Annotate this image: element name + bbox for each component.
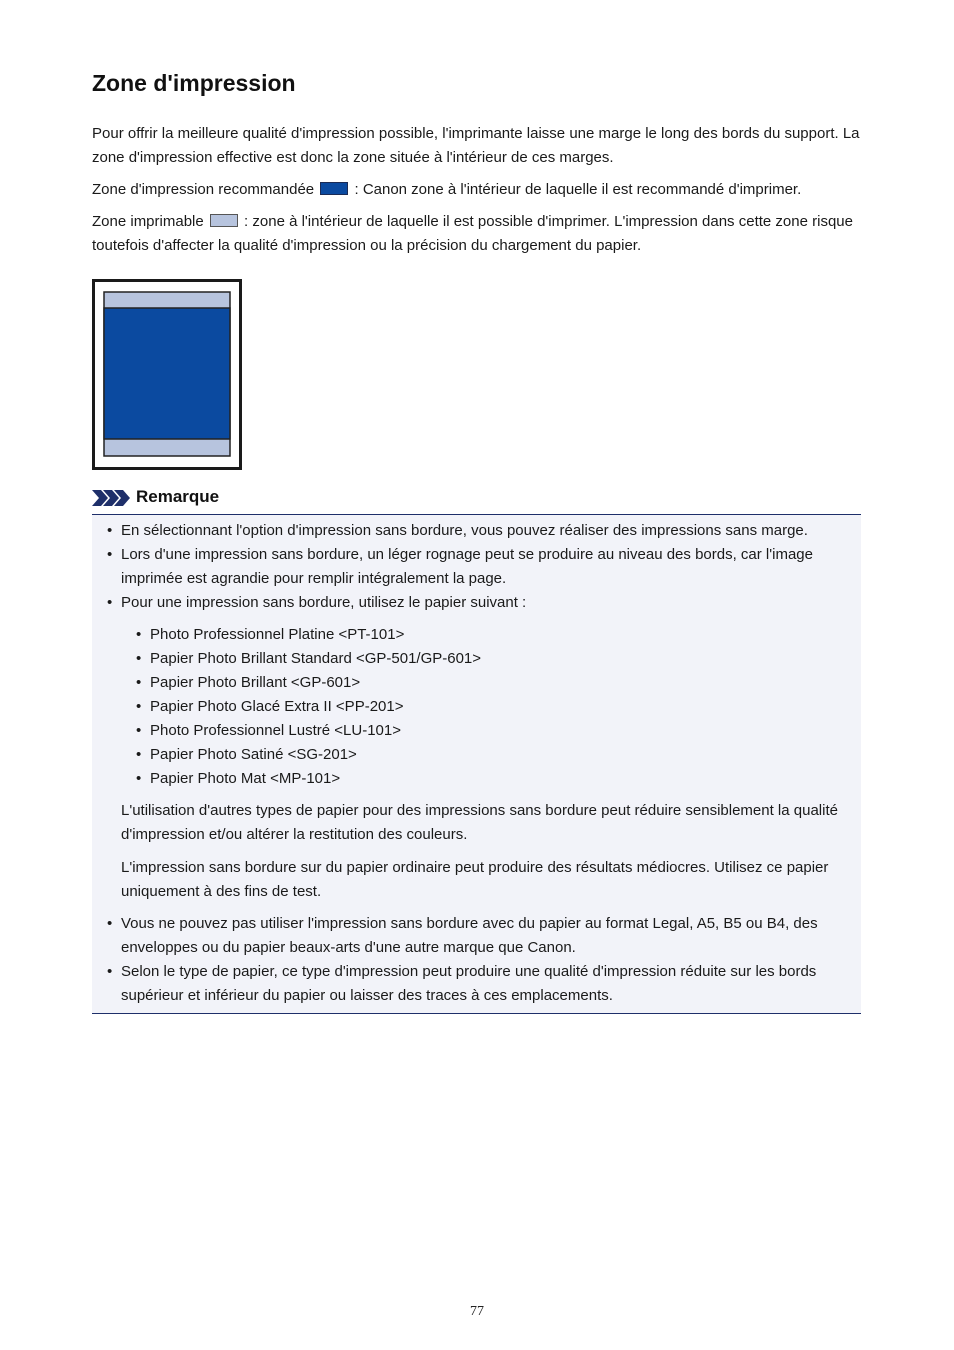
note-item: • Lors d'une impression sans bordure, un léger rognage peut se produire au niveau des bords, car l'image imprimée est agrandie pour remplir intégralement la page. [121, 543, 861, 591]
intro-paragraph: Pour offrir la meilleure qualité d'impression possible, l'imprimante laisse une marge le long des bords du support. La zone d'impression effective est donc la zone située à l'intérieur de ces marges. [92, 125, 860, 166]
paper-item: • Papier Photo Brillant <GP-601> [150, 671, 850, 695]
bullet-icon: • [107, 915, 113, 932]
bullet-icon: • [136, 650, 142, 667]
paper-item: • Papier Photo Mat <MP-101> [150, 767, 850, 791]
paper-item: • Photo Professionnel Platine <PT-101> [150, 623, 850, 647]
bullet-icon: • [136, 746, 142, 763]
recommended-area-label: Zone d'impression recommandée [92, 181, 315, 198]
printable-area-label: Zone imprimable [92, 213, 204, 230]
note-item: • Pour une impression sans bordure, utilisez le papier suivant : [121, 591, 861, 615]
print-area-diagram [92, 279, 242, 470]
bullet-icon: • [136, 770, 142, 787]
printable-area-line [92, 210, 862, 258]
recommended-area-line [92, 178, 862, 202]
note-paragraph: L'impression sans bordure sur du papier ordinaire peut produire des résultats médiocres. Utilisez ce papier uniquement à des fins de test. [121, 859, 829, 900]
note-title: Remarque [136, 487, 220, 506]
paper-item: • Papier Photo Glacé Extra II <PP-201> [150, 695, 850, 719]
bullet-icon: • [136, 674, 142, 691]
printable-area-swatch [210, 214, 238, 227]
bullet-icon: • [107, 546, 113, 563]
page-number: 77 [470, 1304, 484, 1319]
note-item: • En sélectionnant l'option d'impression sans bordure, vous pouvez réaliser des impressions sans marge. [121, 519, 861, 543]
paper-item: • Photo Professionnel Lustré <LU-101> [150, 719, 850, 743]
recommended-area-swatch [320, 182, 348, 195]
bullet-icon: • [136, 722, 142, 739]
bullet-icon: • [107, 594, 113, 611]
note-item: • Vous ne pouvez pas utiliser l'impression sans bordure avec du papier au format Legal, A5, B5 ou B4, des enveloppes ou du papier beaux-arts d'une autre marque que Canon. [121, 912, 861, 960]
bullet-icon: • [136, 626, 142, 643]
bullet-icon: • [136, 698, 142, 715]
page-title: Zone d'impression [92, 70, 296, 96]
note-paragraph: L'utilisation d'autres types de papier pour des impressions sans bordure peut réduire sensiblement la qualité d'impression et/ou altérer la restitution des couleurs. [121, 802, 838, 843]
note-header [92, 486, 861, 515]
paper-item: • Papier Photo Satiné <SG-201> [150, 743, 850, 767]
bullet-icon: • [107, 963, 113, 980]
paper-item: • Papier Photo Brillant Standard <GP-501/GP-601> [150, 647, 850, 671]
note-chevrons-icon [92, 490, 132, 506]
note-item: • Selon le type de papier, ce type d'impression peut produire une qualité d'impression réduite sur les bords supérieur et inférieur du papier ou laisser des traces à ces emplacements. [121, 960, 861, 1008]
recommended-area [104, 308, 230, 439]
recommended-area-text: : Canon zone à l'intérieur de laquelle il est recommandé d'imprimer. [350, 181, 802, 198]
bullet-icon: • [107, 522, 113, 539]
printable-area-text: : zone à l'intérieur de laquelle il est possible d'imprimer. L'impression dans cette zone risque toutefois d'affecter la qualité d'impression ou la précision du chargement du papier. [92, 213, 853, 254]
